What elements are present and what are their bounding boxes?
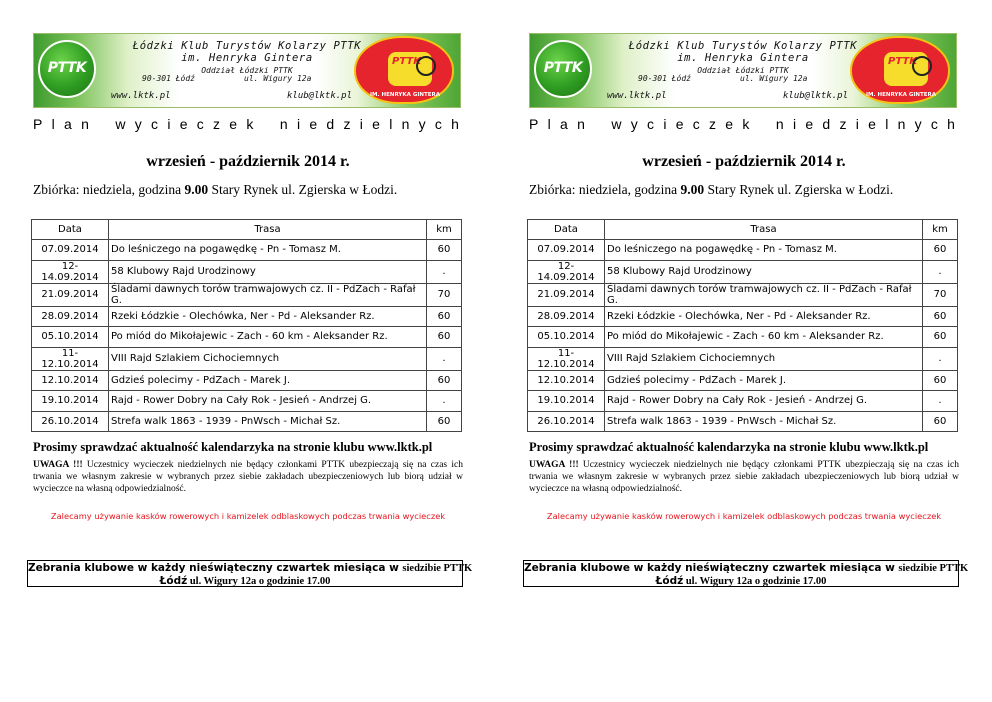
club-name: Łódzki Klub Turystów Kolarzy PTTK (628, 40, 858, 52)
club-emblem-icon: PTTK IM. HENRYKA GINTERA (850, 36, 950, 104)
plan-heading: P l a n w y c i e c z e k n i e d z i e l n y c h (529, 116, 955, 132)
check-calendar-note: Prosimy sprawdzać aktualność kalendarzyka na stronie klubu www.lktk.pl (529, 440, 929, 454)
table-row: 05.10.2014 Po miód do Mikołajewic - Zach - 60 km - Aleksander Rz. 60 (32, 327, 462, 348)
helmet-recommendation: Zalecamy używanie kasków rowerowych i kamizelek odblaskowych podczas trwania wycieczek (50, 511, 446, 521)
club-street: ul. Wigury 12a (244, 74, 312, 83)
pttk-logo-icon: PTTK (38, 40, 96, 98)
table-row: 07.09.2014 Do leśniczego na pogawędkę - Pn - Tomasz M. 60 (32, 240, 462, 261)
table-row: 28.09.2014 Rzeki Łódzkie - Olechówka, Ner - Pd - Aleksander Rz. 60 (32, 306, 462, 327)
header-date: Data (32, 220, 109, 240)
club-banner (529, 33, 957, 108)
insurance-warning: UWAGA !!! Uczestnicy wycieczek niedzielnych nie będący członkami PTTK ubezpieczają się na czas ich trwania we własnym zakresie w wybranych przez siebie zakładach ubezpieczeniowych lub biorą udział w wycieczce na własną odpowiedzialność. (529, 460, 959, 494)
flyer-right (496, 0, 992, 702)
club-website-link[interactable]: www.lktk.pl (607, 91, 667, 101)
club-meetings-box: Zebrania klubowe w każdy nieświąteczny czwartek miesiąca w siedzibie PTTK Łódź ul. Wigury 12a o godzinie 17.00 (28, 562, 473, 587)
header-km: km (427, 220, 462, 240)
insurance-warning: UWAGA !!! Uczestnicy wycieczek niedzielnych nie będący członkami PTTK ubezpieczają się na czas ich trwania we własnym zakresie w wybranych przez siebie zakładach ubezpieczeniowych lub biorą udział w wycieczce na własną odpowiedzialność. (33, 460, 463, 494)
club-meetings-box: Zebrania klubowe w każdy nieświąteczny czwartek miesiąca w siedzibie PTTK Łódź ul. Wigury 12a o godzinie 17.00 (524, 562, 969, 587)
table-row: 12.10.2014 Gdzieś polecimy - PdZach - Marek J. 60 (528, 370, 958, 391)
table-header-row (32, 220, 462, 240)
table-row: 28.09.2014 Rzeki Łódzkie - Olechówka, Ner - Pd - Aleksander Rz. 60 (528, 306, 958, 327)
table-row: 19.10.2014 Rajd - Rower Dobry na Cały Rok - Jesień - Andrzej G. . (528, 391, 958, 412)
check-calendar-note: Prosimy sprawdzać aktualność kalendarzyka na stronie klubu www.lktk.pl (33, 440, 433, 454)
meeting-point: Zbiórka: niedziela, godzina 9.00 Stary Rynek ul. Zgierska w Łodzi. (529, 182, 894, 197)
table-row: 19.10.2014 Rajd - Rower Dobry na Cały Rok - Jesień - Andrzej G. . (32, 391, 462, 412)
header-route: Trasa (109, 220, 427, 240)
table-row: 12-14.09.2014 58 Klubowy Rajd Urodzinowy . (528, 260, 958, 283)
table-row: 12-14.09.2014 58 Klubowy Rajd Urodzinowy . (32, 260, 462, 283)
club-street: ul. Wigury 12a (740, 74, 808, 83)
schedule-table (31, 219, 462, 432)
meeting-point: Zbiórka: niedziela, godzina 9.00 Stary Rynek ul. Zgierska w Łodzi. (33, 182, 398, 197)
table-row: 21.09.2014 Śladami dawnych torów tramwajowych cz. II - PdZach - Rafał G. 70 (32, 283, 462, 306)
table-row: 11-12.10.2014 VIII Rajd Szlakiem Cichociemnych . (528, 347, 958, 370)
month-title: wrzesień - październik 2014 r. (146, 153, 350, 170)
club-branch: Oddział Łódzki PTTK (201, 66, 293, 75)
table-row: 11-12.10.2014 VIII Rajd Szlakiem Cichociemnych . (32, 347, 462, 370)
club-website-link[interactable]: www.lktk.pl (111, 91, 171, 101)
bicycle-wheel-icon (416, 56, 436, 76)
helmet-recommendation: Zalecamy używanie kasków rowerowych i kamizelek odblaskowych podczas trwania wycieczek (546, 511, 942, 521)
club-banner (33, 33, 461, 108)
header-date: Data (528, 220, 605, 240)
month-title: wrzesień - październik 2014 r. (642, 153, 846, 170)
table-row: 07.09.2014 Do leśniczego na pogawędkę - Pn - Tomasz M. 60 (528, 240, 958, 261)
club-postcode: 90-301 Łódź (142, 74, 195, 83)
club-emblem-icon: PTTK IM. HENRYKA GINTERA (354, 36, 454, 104)
bicycle-wheel-icon (912, 56, 932, 76)
header-route: Trasa (605, 220, 923, 240)
club-patron: im. Henryka Gintera (181, 52, 313, 64)
plan-heading: P l a n w y c i e c z e k n i e d z i e l n y c h (33, 116, 459, 132)
club-email-link[interactable]: klub@lktk.pl (783, 91, 849, 101)
table-header-row (528, 220, 958, 240)
club-email-link[interactable]: klub@lktk.pl (287, 91, 353, 101)
club-postcode: 90-301 Łódź (638, 74, 691, 83)
pttk-logo-icon: PTTK (534, 40, 592, 98)
header-km: km (923, 220, 958, 240)
club-branch: Oddział Łódzki PTTK (697, 66, 789, 75)
table-row: 12.10.2014 Gdzieś polecimy - PdZach - Marek J. 60 (32, 370, 462, 391)
club-patron: im. Henryka Gintera (677, 52, 809, 64)
table-row: 26.10.2014 Strefa walk 1863 - 1939 - PnWsch - Michał Sz. 60 (32, 411, 462, 432)
table-row: 26.10.2014 Strefa walk 1863 - 1939 - PnWsch - Michał Sz. 60 (528, 411, 958, 432)
table-row: 05.10.2014 Po miód do Mikołajewic - Zach - 60 km - Aleksander Rz. 60 (528, 327, 958, 348)
schedule-table (527, 219, 958, 432)
club-name: Łódzki Klub Turystów Kolarzy PTTK (132, 40, 362, 52)
table-row: 21.09.2014 Śladami dawnych torów tramwajowych cz. II - PdZach - Rafał G. 70 (528, 283, 958, 306)
